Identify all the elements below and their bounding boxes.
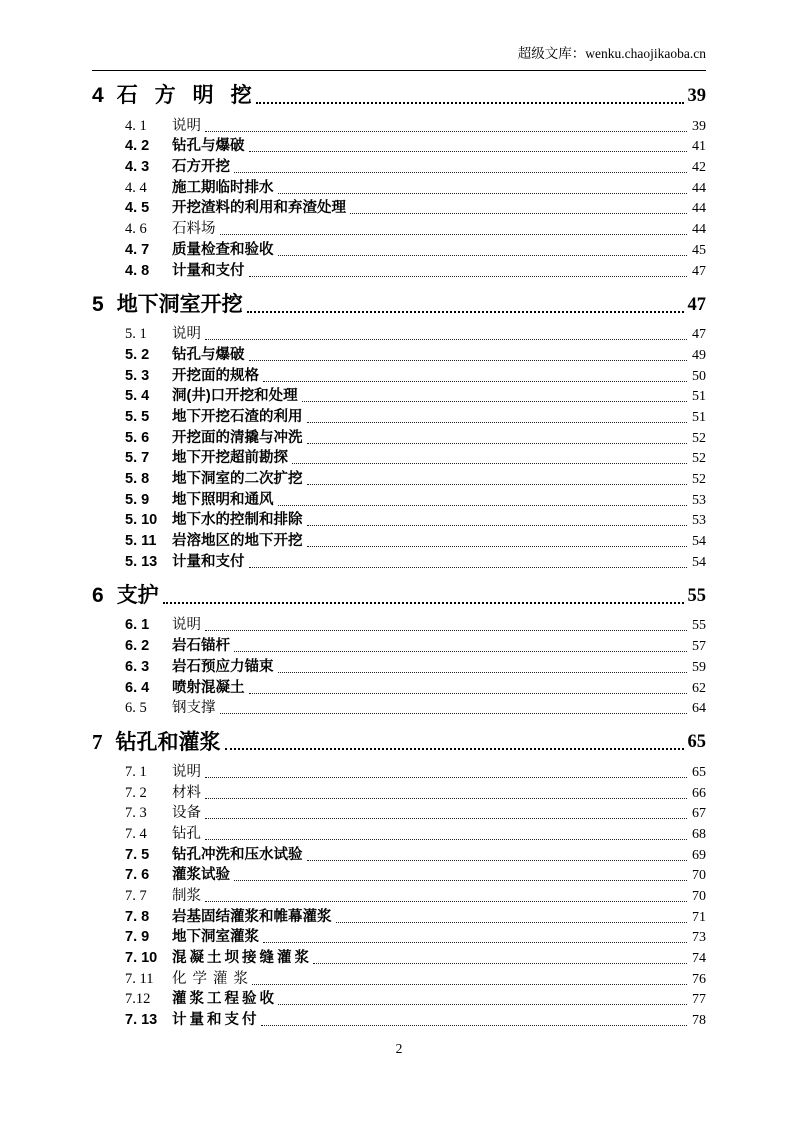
chapter-page: 47 xyxy=(687,294,706,315)
toc-entry-title: 化学灌浆 xyxy=(172,970,254,987)
toc-entry xyxy=(92,176,706,197)
toc-entry-page: 57 xyxy=(692,639,706,655)
dot-leader xyxy=(249,693,688,694)
dot-leader xyxy=(336,922,688,923)
toc-entry-page: 65 xyxy=(692,764,706,780)
toc-entry-page: 42 xyxy=(692,160,706,176)
toc-entry-number: 5. 4 xyxy=(125,388,150,405)
toc-entry-page: 68 xyxy=(692,826,706,842)
toc-entry-title: 洞(井)口开挖和处理 xyxy=(172,388,298,405)
toc-entry-number: 7. 13 xyxy=(125,1012,158,1029)
toc-entry-title: 说明 xyxy=(172,617,201,634)
toc-entry xyxy=(92,760,706,781)
toc-entry-number: 7. 3 xyxy=(125,805,147,822)
chapter-number: 7 xyxy=(92,730,103,755)
dot-leader xyxy=(220,234,688,235)
toc-entry-page: 76 xyxy=(692,971,706,987)
toc-entry-number: 7. 7 xyxy=(125,888,147,904)
toc-entry-number: 5. 11 xyxy=(125,533,157,550)
chapter-title: 地下洞室开挖 xyxy=(116,292,243,316)
toc-entry xyxy=(92,676,706,697)
toc-entry-page: 54 xyxy=(692,534,706,550)
toc-entry-page: 47 xyxy=(692,263,706,279)
dot-leader xyxy=(263,381,687,382)
toc-entry xyxy=(92,864,706,885)
dot-leader xyxy=(292,463,687,464)
toc-entry xyxy=(92,426,706,447)
toc-entry-page: 52 xyxy=(692,430,706,446)
chapter-number: 5 xyxy=(92,292,104,316)
dot-leader xyxy=(278,505,688,506)
toc-entry-page: 44 xyxy=(692,222,706,238)
toc-entry-page: 70 xyxy=(692,868,706,884)
toc-entry-page: 53 xyxy=(692,513,706,529)
toc-entry xyxy=(92,967,706,988)
toc-entry-number: 6. 2 xyxy=(125,638,150,655)
toc-entry-page: 62 xyxy=(692,680,706,696)
toc-entry-title: 设备 xyxy=(172,805,201,822)
toc-entry-page: 47 xyxy=(692,327,706,343)
toc-entry xyxy=(92,614,706,635)
toc-entry xyxy=(92,343,706,364)
toc-entry-number: 5. 2 xyxy=(125,346,150,363)
toc-entry-page: 78 xyxy=(692,1013,706,1029)
toc-entry xyxy=(92,550,706,571)
toc-entry-title: 说明 xyxy=(172,763,201,780)
dot-leader xyxy=(205,131,687,132)
toc-entry-number: 7. 2 xyxy=(125,784,147,801)
toc-entry-title: 钻孔与爆破 xyxy=(172,138,245,155)
dot-leader xyxy=(205,901,687,902)
toc-entry xyxy=(92,634,706,655)
toc-entry-number: 5. 5 xyxy=(125,408,150,425)
toc-entry-title: 地下开挖石渣的利用 xyxy=(172,408,303,425)
toc-entry-number: 7. 8 xyxy=(125,908,150,925)
toc-entry-page: 44 xyxy=(692,201,706,217)
toc-entry-number: 7. 9 xyxy=(125,929,150,946)
toc-entry-title: 计量和支付 xyxy=(172,1012,260,1029)
site-watermark: 超级文库：wenku.chaojikaoba.cn xyxy=(517,46,706,61)
toc-entry xyxy=(92,259,706,280)
chapter-number: 6 xyxy=(92,583,104,607)
dot-leader xyxy=(256,102,684,104)
dot-leader xyxy=(278,193,688,194)
toc-entry-page: 44 xyxy=(692,180,706,196)
toc-entry-page: 74 xyxy=(692,951,706,967)
toc-entry xyxy=(92,988,706,1009)
dot-leader xyxy=(278,255,688,256)
toc-entry xyxy=(92,135,706,156)
toc-entry-number: 5. 10 xyxy=(125,512,158,529)
toc-entry-page: 53 xyxy=(692,492,706,508)
toc-chapter-heading xyxy=(92,584,706,608)
dot-leader xyxy=(234,651,687,652)
toc-entry-number: 7. 11 xyxy=(125,970,154,987)
toc-entry-title: 灌浆工程验收 xyxy=(172,991,277,1008)
toc-entry-title: 喷射混凝土 xyxy=(172,679,245,696)
toc-entry-title: 开挖面的清撬与冲洗 xyxy=(172,429,303,446)
toc-entry-number: 5. 7 xyxy=(125,450,150,467)
toc-entry-page: 45 xyxy=(692,242,706,258)
dot-leader xyxy=(249,360,688,361)
toc-entry-title: 混凝土坝接缝灌浆 xyxy=(172,950,312,967)
toc-entry-title: 说明 xyxy=(172,117,201,134)
dot-leader xyxy=(307,422,688,423)
toc-entry xyxy=(92,905,706,926)
toc-entry xyxy=(92,238,706,259)
toc-entry-page: 54 xyxy=(692,554,706,570)
toc-entry-page: 67 xyxy=(692,806,706,822)
dot-leader xyxy=(307,525,688,526)
toc-entry xyxy=(92,655,706,676)
dot-leader xyxy=(350,213,687,214)
toc-entry-page: 64 xyxy=(692,701,706,717)
chapter-title: 支护 xyxy=(116,583,159,607)
dot-leader xyxy=(163,602,684,604)
toc-entry-page: 73 xyxy=(692,930,706,946)
toc-entry-title: 钢支撑 xyxy=(172,700,216,717)
dot-leader xyxy=(307,443,688,444)
toc-entry-title: 计量和支付 xyxy=(172,553,245,570)
toc-entry-page: 55 xyxy=(692,618,706,634)
toc-entry-title: 钻孔与爆破 xyxy=(172,346,245,363)
toc-chapter-heading xyxy=(92,293,706,317)
toc-entry-number: 5. 6 xyxy=(125,429,150,446)
chapter-page: 39 xyxy=(687,86,706,106)
dot-leader xyxy=(252,984,687,985)
toc-entry xyxy=(92,467,706,488)
toc-entry-number: 7.12 xyxy=(125,991,151,1008)
toc-entry-page: 51 xyxy=(692,389,706,405)
toc-entry-number: 4. 7 xyxy=(125,241,150,258)
toc-entry-number: 5. 9 xyxy=(125,491,150,508)
toc-entry xyxy=(92,197,706,218)
toc-entry-number: 5. 8 xyxy=(125,471,150,487)
toc-entry-title: 计量和支付 xyxy=(172,262,245,279)
toc-entry-title: 地下水的控制和排除 xyxy=(172,512,303,529)
dot-leader xyxy=(205,630,687,631)
toc-entry-title: 地下洞室的二次扩挖 xyxy=(172,471,303,487)
toc-entry-number: 6. 1 xyxy=(125,617,150,634)
toc-entry-title: 开挖面的规格 xyxy=(172,367,259,384)
dot-leader xyxy=(249,151,688,152)
dot-leader xyxy=(307,860,688,861)
dot-leader xyxy=(263,942,687,943)
toc-entry-title: 石方开挖 xyxy=(172,159,230,176)
toc-entry-title: 开挖渣料的利用和弃渣处理 xyxy=(172,200,346,217)
toc-entry-title: 岩基固结灌浆和帷幕灌浆 xyxy=(172,908,332,925)
toc-entry-title: 灌浆试验 xyxy=(172,867,230,884)
toc-entry-page: 41 xyxy=(692,139,706,155)
toc-entry xyxy=(92,926,706,947)
toc-entry-number: 7. 4 xyxy=(125,825,147,842)
chapter-page: 65 xyxy=(687,732,706,753)
toc-entry xyxy=(92,114,706,135)
toc-entry xyxy=(92,884,706,905)
toc-entry-page: 51 xyxy=(692,409,706,425)
toc-entry-number: 5. 13 xyxy=(125,553,158,570)
dot-leader xyxy=(205,339,687,340)
toc-entry-title: 岩溶地区的地下开挖 xyxy=(172,533,303,550)
toc-entry-number: 7. 10 xyxy=(125,950,158,967)
toc-entry-title: 制浆 xyxy=(172,888,201,904)
toc-entry-title: 地下开挖超前勘探 xyxy=(172,450,288,467)
toc-entry-page: 66 xyxy=(692,785,706,801)
chapter-title: 石方明挖 xyxy=(116,84,269,107)
dot-leader xyxy=(313,963,687,964)
dot-leader xyxy=(247,311,684,313)
dot-leader xyxy=(225,748,684,750)
toc-entry-title: 质量检查和验收 xyxy=(172,241,274,258)
dot-leader xyxy=(249,567,688,568)
toc-entry-page: 59 xyxy=(692,659,706,675)
toc-entry-title: 地下洞室灌浆 xyxy=(172,929,259,946)
header-rule xyxy=(92,70,706,71)
toc-entry-title: 说明 xyxy=(172,326,201,343)
toc-entry xyxy=(92,364,706,385)
toc-entry-title: 地下照明和通风 xyxy=(172,491,274,508)
toc-entry-page: 70 xyxy=(692,889,706,904)
toc-entry-page: 49 xyxy=(692,347,706,363)
toc-entry xyxy=(92,405,706,426)
toc-entry-title: 钻孔 xyxy=(172,825,201,842)
dot-leader xyxy=(205,818,687,819)
toc-entry-title: 施工期临时排水 xyxy=(172,179,274,196)
toc-entry xyxy=(92,155,706,176)
toc-entry xyxy=(92,781,706,802)
toc-entry xyxy=(92,843,706,864)
toc-entry-title: 材料 xyxy=(172,784,201,801)
toc-entry-number: 4. 5 xyxy=(125,200,150,217)
toc-entry-number: 6. 5 xyxy=(125,700,147,717)
dot-leader xyxy=(261,1025,688,1026)
toc-entry-number: 6. 3 xyxy=(125,658,150,675)
toc-entry-page: 50 xyxy=(692,368,706,384)
toc-entry xyxy=(92,822,706,843)
toc-entry xyxy=(92,323,706,344)
toc-entry xyxy=(92,1008,706,1029)
toc-entry-title: 石料场 xyxy=(172,221,216,238)
dot-leader xyxy=(302,401,687,402)
dot-leader xyxy=(234,880,687,881)
toc-entry-title: 岩石锚杆 xyxy=(172,638,230,655)
chapter-title: 钻孔和灌浆 xyxy=(115,730,221,755)
toc-entry-number: 5. 1 xyxy=(125,326,147,343)
toc-entry-page: 52 xyxy=(692,451,706,467)
toc-entry xyxy=(92,217,706,238)
toc-chapter-heading xyxy=(92,84,706,108)
dot-leader xyxy=(249,276,688,277)
toc-entry xyxy=(92,488,706,509)
toc-entry-number: 7. 1 xyxy=(125,763,147,780)
dot-leader xyxy=(278,1004,687,1005)
dot-leader xyxy=(205,777,687,778)
toc-entry-page: 39 xyxy=(692,118,706,134)
toc-entry-number: 4. 6 xyxy=(125,221,147,238)
toc-entry-page: 71 xyxy=(692,909,706,925)
toc-entry xyxy=(92,385,706,406)
toc-entry xyxy=(92,697,706,718)
toc-entry-number: 4. 8 xyxy=(125,262,150,279)
toc-entry-page: 69 xyxy=(692,847,706,863)
toc-entry-page: 77 xyxy=(692,992,706,1008)
toc-entry-number: 4. 2 xyxy=(125,138,150,155)
toc-entry-title: 钻孔冲洗和压水试验 xyxy=(172,846,303,863)
dot-leader xyxy=(278,672,688,673)
dot-leader xyxy=(220,713,688,714)
toc-entry xyxy=(92,946,706,967)
toc-entry-number: 4. 4 xyxy=(125,179,147,196)
page-footer xyxy=(92,1041,706,1057)
dot-leader xyxy=(205,798,687,799)
toc-chapter-heading xyxy=(92,730,706,754)
dot-leader xyxy=(307,484,688,485)
dot-leader xyxy=(234,172,687,173)
toc-entry xyxy=(92,509,706,530)
toc-entry-number: 5. 3 xyxy=(125,367,150,384)
toc-entry-number: 4. 3 xyxy=(125,159,150,176)
toc-entry xyxy=(92,802,706,823)
toc-entry-number: 4. 1 xyxy=(125,117,147,134)
dot-leader xyxy=(205,839,687,840)
page-header xyxy=(92,46,706,70)
toc-entry xyxy=(92,529,706,550)
toc-entry-page: 52 xyxy=(692,472,706,487)
toc-entry-number: 7. 5 xyxy=(125,846,150,863)
toc-entry-title: 岩石预应力锚束 xyxy=(172,658,274,675)
toc-entry-number: 6. 4 xyxy=(125,679,150,696)
chapter-number: 4 xyxy=(92,84,104,107)
toc-entry xyxy=(92,447,706,468)
chapter-page: 55 xyxy=(687,585,706,606)
toc-entry-number: 7. 6 xyxy=(125,867,150,884)
page-number: 2 xyxy=(395,1041,403,1057)
dot-leader xyxy=(307,546,688,547)
